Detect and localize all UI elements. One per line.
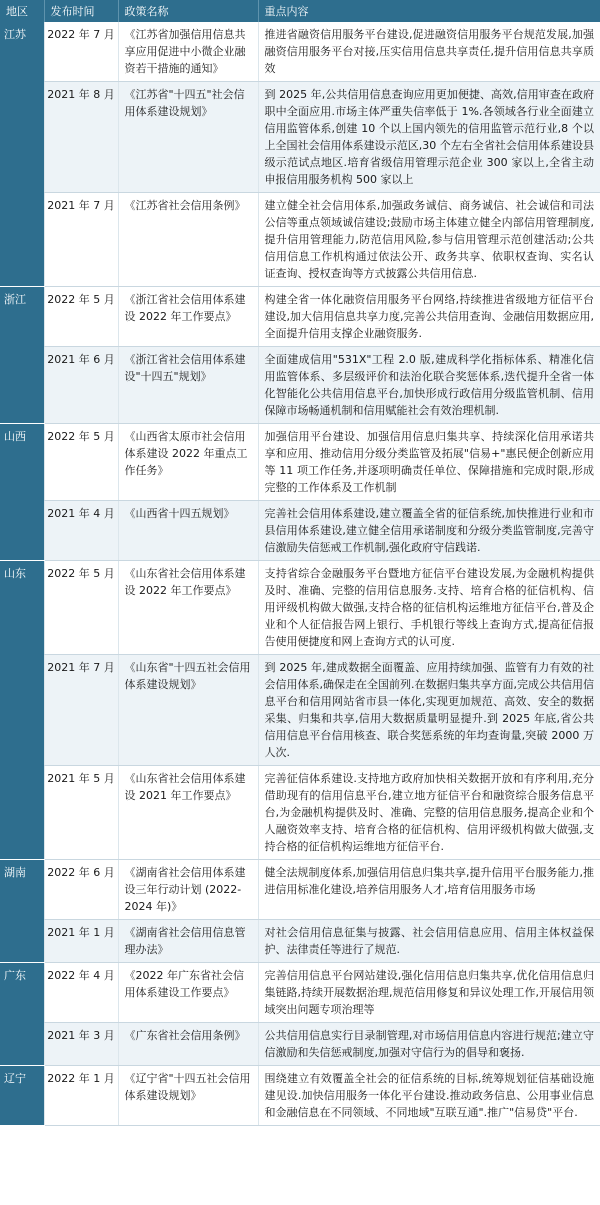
date-cell: 2022 年 5 月 — [44, 561, 118, 655]
table-row — [0, 347, 600, 424]
key-content-cell: 公共信用信息实行目录制管理,对市场信用信息内容进行规范;建立守信激励和失信惩戒制度,加强对守信行为的倡导和褒扬. — [258, 1023, 600, 1066]
header-key-content: 重点内容 — [258, 0, 600, 22]
date-cell: 2022 年 4 月 — [44, 963, 118, 1023]
table-row — [0, 501, 600, 561]
table-row — [0, 860, 600, 920]
date-cell: 2021 年 1 月 — [44, 920, 118, 963]
date-cell: 2021 年 4 月 — [44, 501, 118, 561]
key-content-cell: 加强信用平台建设、加强信用信息归集共享、持续深化信用承诺共享和应用、推动信用分级分类监管及拓展"信易+"惠民便企创新应用等 11 项工作任务,并逐项明确责任单位、保障措施和完成时限,形成完整的工作体系及工作机制 — [258, 424, 600, 501]
policy-name-cell: 《湖南省社会信用体系建设三年行动计划 (2022-2024 年)》 — [118, 860, 258, 920]
policy-name-cell: 《2022 年广东省社会信用体系建设工作要点》 — [118, 963, 258, 1023]
policy-name-cell: 《山东省社会信用体系建设 2021 年工作要点》 — [118, 766, 258, 860]
table-row — [0, 766, 600, 860]
date-cell: 2022 年 7 月 — [44, 22, 118, 82]
region-cell: 山西 — [0, 424, 44, 561]
date-cell: 2021 年 6 月 — [44, 347, 118, 424]
table-row — [0, 561, 600, 655]
table-row — [0, 287, 600, 347]
key-content-cell: 围绕建立有效覆盖全社会的征信系统的目标,统筹规划征信基础设施建见设.加快信用服务一体化平台建设.推动政务信息、公用事业信息和金融信息在不同领域、不同地域"互联互通".推广"信易贷"平台. — [258, 1066, 600, 1126]
policy-name-cell: 《浙江省社会信用体系建设 2022 年工作要点》 — [118, 287, 258, 347]
table-row — [0, 655, 600, 766]
date-cell: 2022 年 6 月 — [44, 860, 118, 920]
region-cell: 江苏 — [0, 22, 44, 287]
header-date: 发布时间 — [44, 0, 118, 22]
table-row — [0, 424, 600, 501]
table-row — [0, 22, 600, 82]
date-cell: 2021 年 7 月 — [44, 193, 118, 287]
policy-name-cell: 《江苏省"十四五"社会信用体系建设规划》 — [118, 82, 258, 193]
date-cell: 2021 年 5 月 — [44, 766, 118, 860]
key-content-cell: 健全法规制度体系,加强信用信息归集共享,提升信用平台服务能力,推进信用标准化建设,培养信用服务人才,培育信用服务市场 — [258, 860, 600, 920]
header-policy-name: 政策名称 — [118, 0, 258, 22]
key-content-cell: 完善社会信用体系建设,建立覆盖全省的征信系统,加快推进行业和市县信用体系建设,建立健全信用承诺制度和分级分类监管制度,完善守信激励失信惩戒工作机制,强化政府守信践诺. — [258, 501, 600, 561]
region-cell: 湖南 — [0, 860, 44, 963]
key-content-cell: 完善信用信息平台网站建设,强化信用信息归集共享,优化信用信息归集链路,持续开展数据治理,规范信用修复和异议处理工作,开展信用领域突出问题专项治理等 — [258, 963, 600, 1023]
policy-name-cell: 《山西省太原市社会信用体系建设 2022 年重点工作任务》 — [118, 424, 258, 501]
key-content-cell: 支持省综合金融服务平台暨地方征信平台建设发展,为金融机构提供及时、准确、完整的信用信息服务.支持、培育合格的征信机构、信用评级机构做大做强,支持合格的征信机构运维地方征信平台,普及企业和个人征信报告网上银行、手机银行等线上查询方式,提高征信报告使用便捷度和网上查询方式的认可度. — [258, 561, 600, 655]
key-content-cell: 完善征信体系建设.支持地方政府加快相关数据开放和有序利用,充分借助现有的信用信息平台,建立地方征信平台和融资综合服务信息平台,为金融机构提供及时、准确、完整的信用信息服务,提高企业和个人融资效率支持、培育合格的征信机构、信用评级机构做大做强,支持合格的征信机构运维地方征信平台. — [258, 766, 600, 860]
key-content-cell: 对社会信用信息征集与披露、社会信用信息应用、信用主体权益保护、法律责任等进行了规范. — [258, 920, 600, 963]
policy-name-cell: 《广东省社会信用条例》 — [118, 1023, 258, 1066]
region-cell: 浙江 — [0, 287, 44, 424]
date-cell: 2022 年 5 月 — [44, 287, 118, 347]
key-content-cell: 全面建成信用"531X"工程 2.0 版,建成科学化指标体系、精准化信用监管体系、多层级评价和法治化联合奖惩体系,迭代提升全省一体化智能化公共信用信息平台,加快形成行政信用分级监管机制、信用保障市场畅通机制和信用赋能社会有效治理机制. — [258, 347, 600, 424]
date-cell: 2022 年 1 月 — [44, 1066, 118, 1126]
policy-name-cell: 《辽宁省"十四五社会信用体系建设规划》 — [118, 1066, 258, 1126]
key-content-cell: 推进省融资信用服务平台建设,促进融资信用服务平台规范发展,加强融资信用服务平台对接,压实信用信息共享责任,提升信用信息共享质效 — [258, 22, 600, 82]
table-body — [0, 22, 600, 1126]
policy-name-cell: 《山东省社会信用体系建设 2022 年工作要点》 — [118, 561, 258, 655]
date-cell: 2021 年 8 月 — [44, 82, 118, 193]
date-cell: 2021 年 3 月 — [44, 1023, 118, 1066]
policy-name-cell: 《山东省"十四五社会信用体系建设规划》 — [118, 655, 258, 766]
table-row — [0, 1066, 600, 1126]
policy-name-cell: 《湖南省社会信用信息管理办法》 — [118, 920, 258, 963]
region-cell: 广东 — [0, 963, 44, 1066]
region-cell: 辽宁 — [0, 1066, 44, 1126]
table-row — [0, 1023, 600, 1066]
table-row — [0, 193, 600, 287]
key-content-cell: 构建全省一体化融资信用服务平台网络,持续推进省级地方征信平台建设,加大信用信息共享力度,完善公共信用查询、金融信用数据应用,全面提升信用支撑企业融资服务. — [258, 287, 600, 347]
policy-name-cell: 《浙江省社会信用体系建设"十四五"规划》 — [118, 347, 258, 424]
table-row — [0, 82, 600, 193]
policy-name-cell: 《山西省十四五规划》 — [118, 501, 258, 561]
table-row — [0, 963, 600, 1023]
date-cell: 2021 年 7 月 — [44, 655, 118, 766]
key-content-cell: 到 2025 年,建成数据全面覆盖、应用持续加强、监管有力有效的社会信用体系,确保走在全国前列.在数据归集共享方面,完成公共信用信息平台和信用网站省市县一体化,实现更加规范、高效、安全的数据采集、归集和共享,信用大数据质量明显提升.到 2025 年底,省公共信用信息平台信用核查、联合奖惩系统的年均查询量,突破 2000 万人次. — [258, 655, 600, 766]
table-header-row — [0, 0, 600, 22]
key-content-cell: 建立健全社会信用体系,加强政务诚信、商务诚信、社会诚信和司法公信等重点领域诚信建设;鼓励市场主体建立健全内部信用管理制度,提升信用管理能力,防范信用风险,参与信用管理示范创建活动;公共信用信息工作机构通过依法公开、政务共享、依职权查询、实名认证查询、授权查询等方式披露公共信用信息. — [258, 193, 600, 287]
header-region: 地区 — [0, 0, 44, 22]
policy-name-cell: 《江苏省社会信用条例》 — [118, 193, 258, 287]
region-cell: 山东 — [0, 561, 44, 860]
policy-name-cell: 《江苏省加强信用信息共享应用促进中小微企业融资若干措施的通知》 — [118, 22, 258, 82]
table-row — [0, 920, 600, 963]
key-content-cell: 到 2025 年,公共信用信息查询应用更加便捷、高效,信用审查在政府职中全面应用.市场主体严重失信率低于 1%.各领域各行业全面建立信用监管体系,创建 10 个以上国内领先的信用监管示范行业,8 个以上全国社会信用体系建设示范区,30 个左右全省社会信用体系建设县级示范试点地区.培育省级信用管理示范企业 300 家以上,全省主动申报信用服务机构 500 家以上 — [258, 82, 600, 193]
date-cell: 2022 年 5 月 — [44, 424, 118, 501]
